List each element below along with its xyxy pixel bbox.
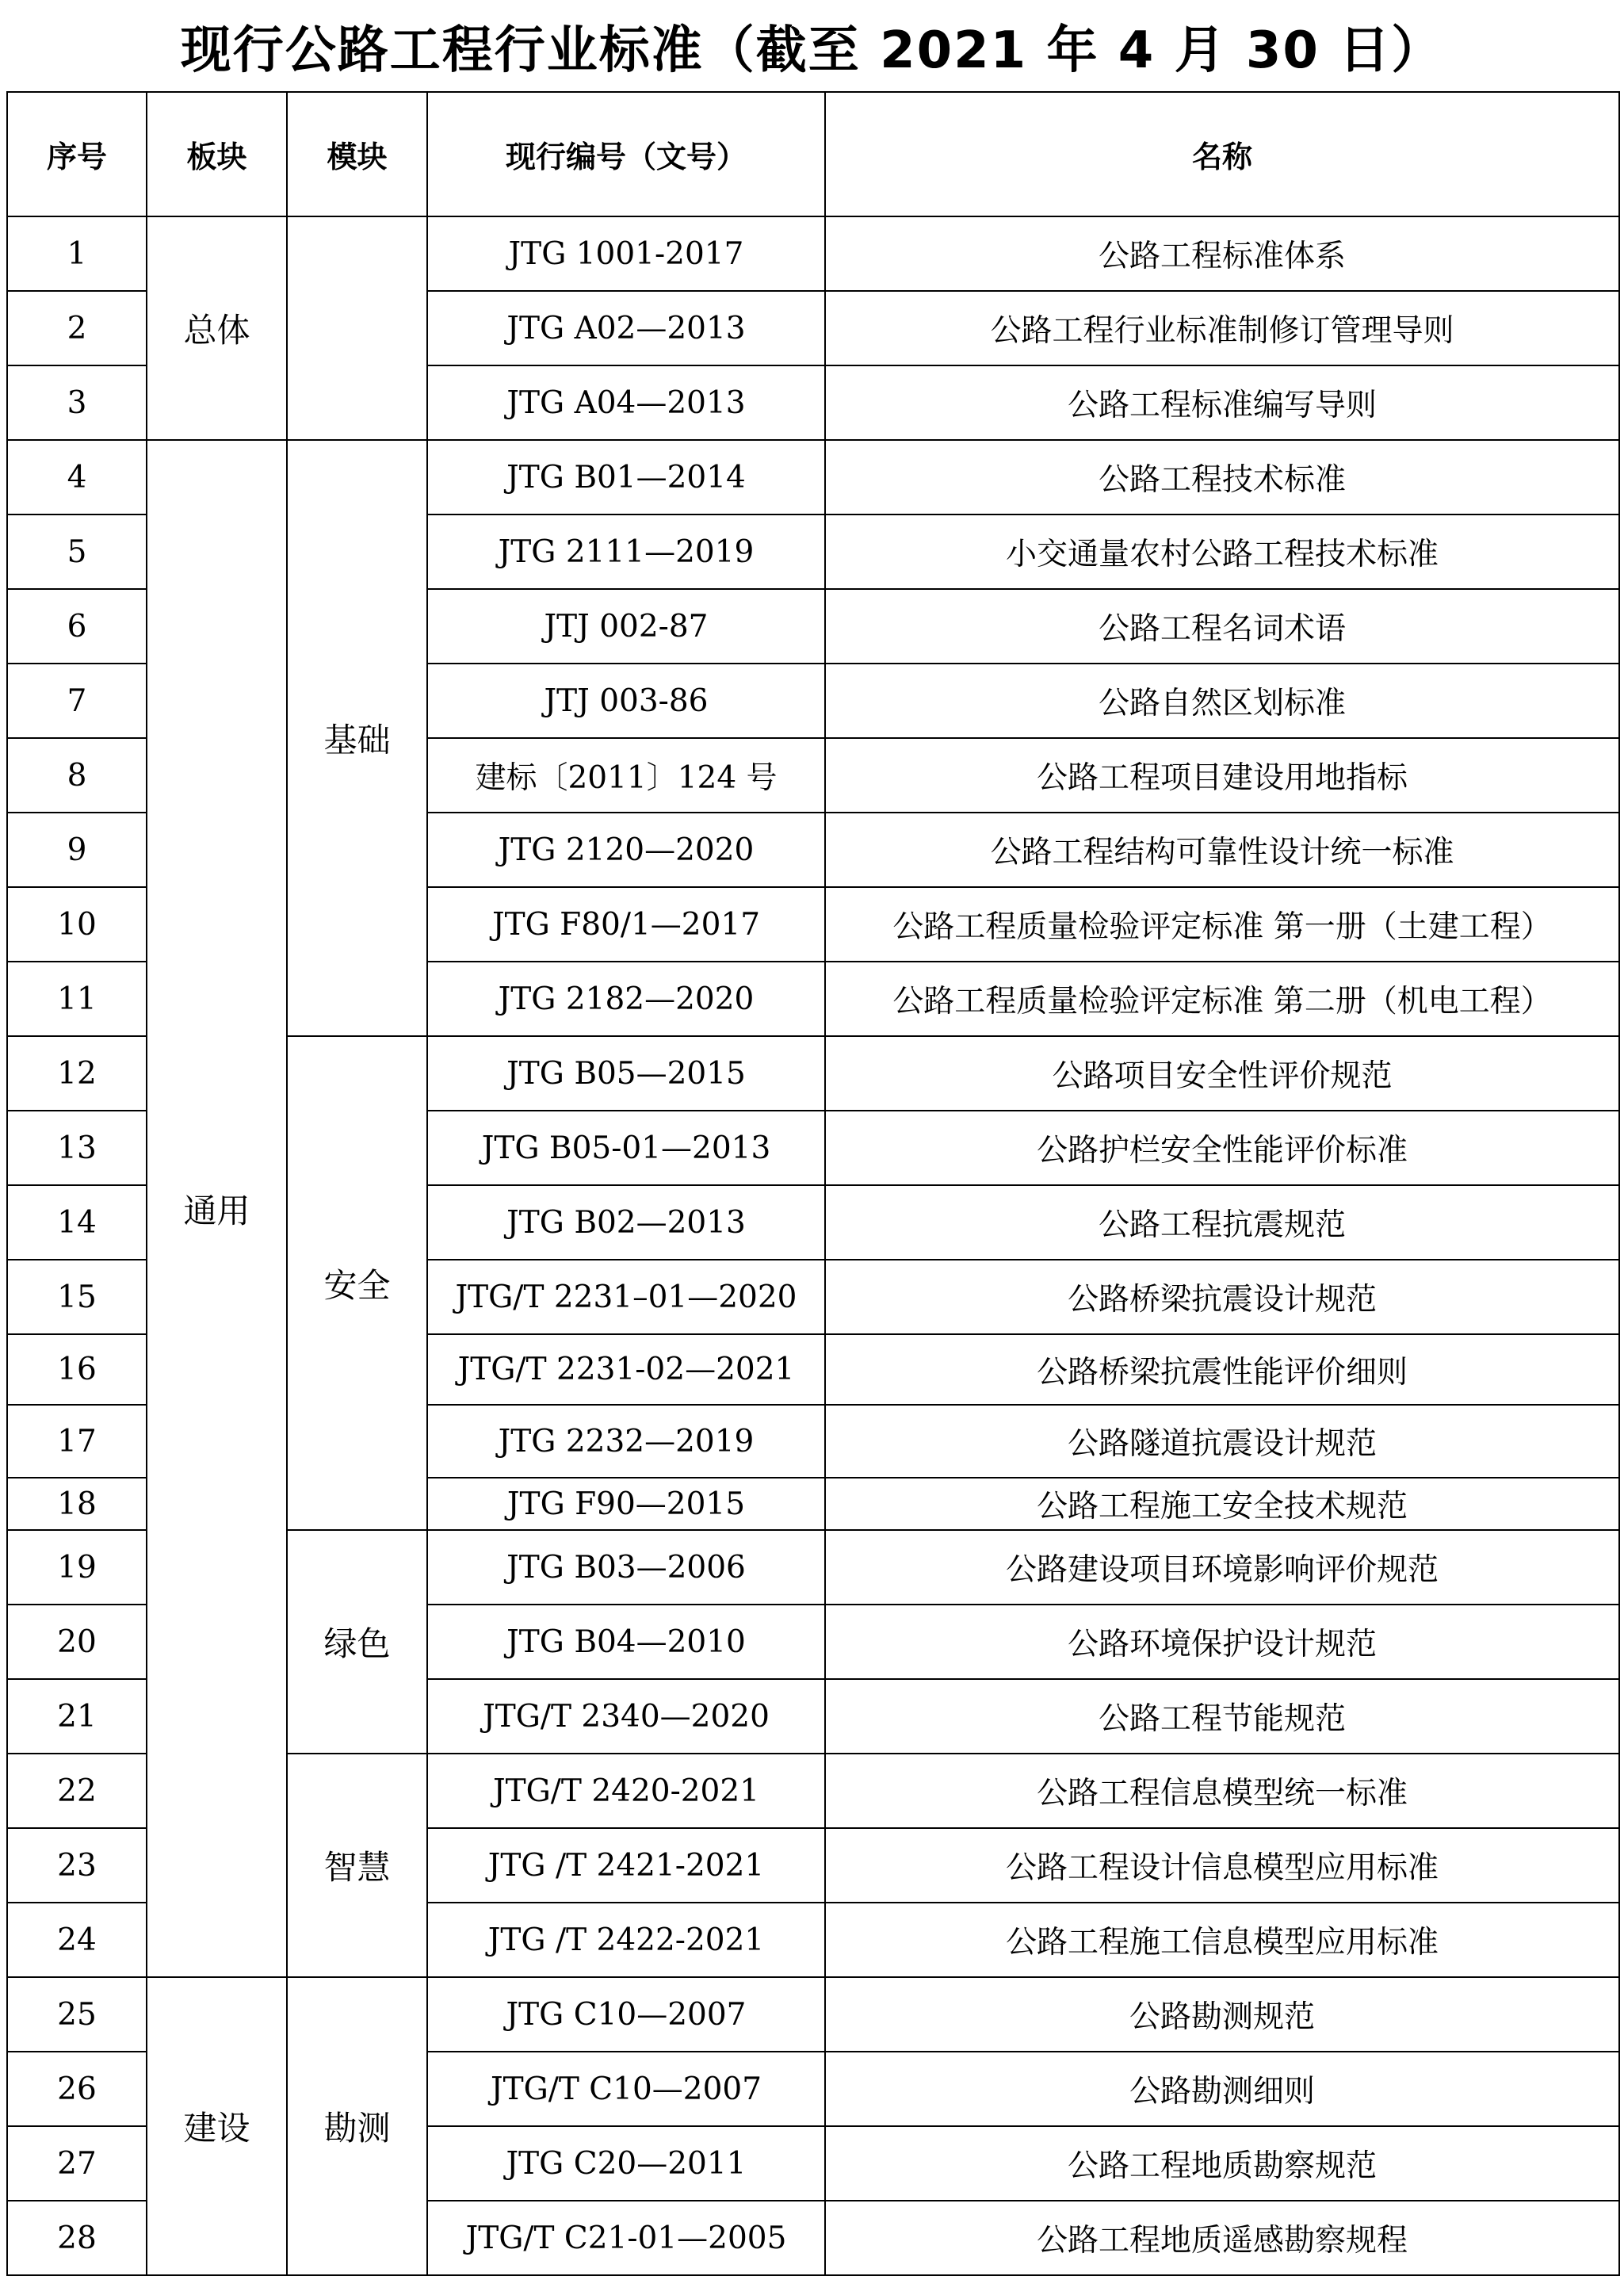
standard-code: JTG B04—2010 [427,1605,825,1679]
standard-code: JTG A02—2013 [427,291,825,365]
row-number: 11 [7,962,147,1036]
row-number: 6 [7,589,147,664]
standard-code: JTG B01—2014 [427,440,825,514]
row-number: 20 [7,1605,147,1679]
sector-cell: 总体 [147,216,287,440]
standard-name: 公路桥梁抗震性能评价细则 [825,1334,1619,1405]
standard-name: 公路工程施工安全技术规范 [825,1478,1619,1530]
row-number: 26 [7,2052,147,2126]
row-number: 18 [7,1478,147,1530]
row-number: 13 [7,1111,147,1185]
header-code: 现行编号（文号） [427,92,825,216]
standard-code: JTG A04—2013 [427,365,825,440]
module-cell: 安全 [287,1036,427,1530]
table-row [7,440,1619,514]
standard-code: JTG/T 2231–01—2020 [427,1260,825,1334]
standard-name: 公路护栏安全性能评价标准 [825,1111,1619,1185]
standard-code: JTG 2120—2020 [427,813,825,887]
row-number: 16 [7,1334,147,1405]
standard-name: 公路隧道抗震设计规范 [825,1405,1619,1478]
row-number: 15 [7,1260,147,1334]
row-number: 12 [7,1036,147,1111]
standard-name: 公路工程标准编写导则 [825,365,1619,440]
row-number: 22 [7,1754,147,1828]
row-number: 8 [7,738,147,813]
table-row [7,216,1619,291]
row-number: 21 [7,1679,147,1754]
standard-code: JTG 2111—2019 [427,514,825,589]
module-cell-empty [287,216,427,440]
standard-name: 公路工程地质勘察规范 [825,2126,1619,2201]
table-row [7,1977,1619,2052]
header-sector: 板块 [147,92,287,216]
row-number: 10 [7,887,147,962]
standard-name: 公路工程标准体系 [825,216,1619,291]
standard-code: JTG/T 2231-02—2021 [427,1334,825,1405]
standard-code: JTG C10—2007 [427,1977,825,2052]
standard-name: 公路工程名词术语 [825,589,1619,664]
standard-name: 公路建设项目环境影响评价规范 [825,1530,1619,1605]
standard-name: 公路环境保护设计规范 [825,1605,1619,1679]
standard-code: JTG 2232—2019 [427,1405,825,1478]
standard-name: 公路工程节能规范 [825,1679,1619,1754]
standard-code: JTG/T 2420-2021 [427,1754,825,1828]
standard-name: 公路工程结构可靠性设计统一标准 [825,813,1619,887]
standard-code: JTJ 003-86 [427,664,825,738]
table-header-row [7,92,1619,216]
row-number: 28 [7,2201,147,2275]
row-number: 27 [7,2126,147,2201]
standard-name: 公路工程技术标准 [825,440,1619,514]
standard-name: 公路勘测规范 [825,1977,1619,2052]
row-number: 5 [7,514,147,589]
standards-table [6,91,1620,2276]
standard-code: JTG B05-01—2013 [427,1111,825,1185]
standard-code: JTG B03—2006 [427,1530,825,1605]
standard-name: 公路桥梁抗震设计规范 [825,1260,1619,1334]
row-number: 7 [7,664,147,738]
standard-name: 公路自然区划标准 [825,664,1619,738]
standard-code: JTG 2182—2020 [427,962,825,1036]
standard-name: 公路工程质量检验评定标准 第一册（土建工程） [825,887,1619,962]
header-module: 模块 [287,92,427,216]
sector-cell: 通用 [147,440,287,1977]
standard-name: 公路工程设计信息模型应用标准 [825,1828,1619,1903]
standard-name: 公路工程信息模型统一标准 [825,1754,1619,1828]
sector-cell: 建设 [147,1977,287,2275]
module-cell: 智慧 [287,1754,427,1977]
standard-code: JTG/T 2340—2020 [427,1679,825,1754]
module-cell: 勘测 [287,1977,427,2275]
standard-name: 公路工程质量检验评定标准 第二册（机电工程） [825,962,1619,1036]
standard-code: JTG F80/1—2017 [427,887,825,962]
row-number: 23 [7,1828,147,1903]
row-number: 4 [7,440,147,514]
standard-name: 公路工程施工信息模型应用标准 [825,1903,1619,1977]
standard-code: JTG C20—2011 [427,2126,825,2201]
standard-name: 公路工程地质遥感勘察规程 [825,2201,1619,2275]
standard-name: 小交通量农村公路工程技术标准 [825,514,1619,589]
module-cell: 基础 [287,440,427,1036]
standard-code: JTG/T C21-01—2005 [427,2201,825,2275]
standard-code: JTG 1001-2017 [427,216,825,291]
row-number: 2 [7,291,147,365]
header-name: 名称 [825,92,1619,216]
header-number: 序号 [7,92,147,216]
standard-name: 公路项目安全性评价规范 [825,1036,1619,1111]
row-number: 3 [7,365,147,440]
row-number: 24 [7,1903,147,1977]
standard-code: JTG B05—2015 [427,1036,825,1111]
row-number: 9 [7,813,147,887]
row-number: 14 [7,1185,147,1260]
standard-name: 公路工程行业标准制修订管理导则 [825,291,1619,365]
row-number: 19 [7,1530,147,1605]
standard-code: JTG/T C10—2007 [427,2052,825,2126]
standard-code: JTG F90—2015 [427,1478,825,1530]
standard-name: 公路工程项目建设用地指标 [825,738,1619,813]
standard-code: 建标〔2011〕124 号 [427,738,825,813]
standard-name: 公路工程抗震规范 [825,1185,1619,1260]
module-cell: 绿色 [287,1530,427,1754]
row-number: 1 [7,216,147,291]
standard-name: 公路勘测细则 [825,2052,1619,2126]
standard-code: JTG /T 2422-2021 [427,1903,825,1977]
standard-code: JTG B02—2013 [427,1185,825,1260]
row-number: 17 [7,1405,147,1478]
standard-code: JTG /T 2421-2021 [427,1828,825,1903]
standard-code: JTJ 002-87 [427,589,825,664]
page-title: 现行公路工程行业标准（截至 2021 年 4 月 30 日） [180,21,1444,80]
row-number: 25 [7,1977,147,2052]
